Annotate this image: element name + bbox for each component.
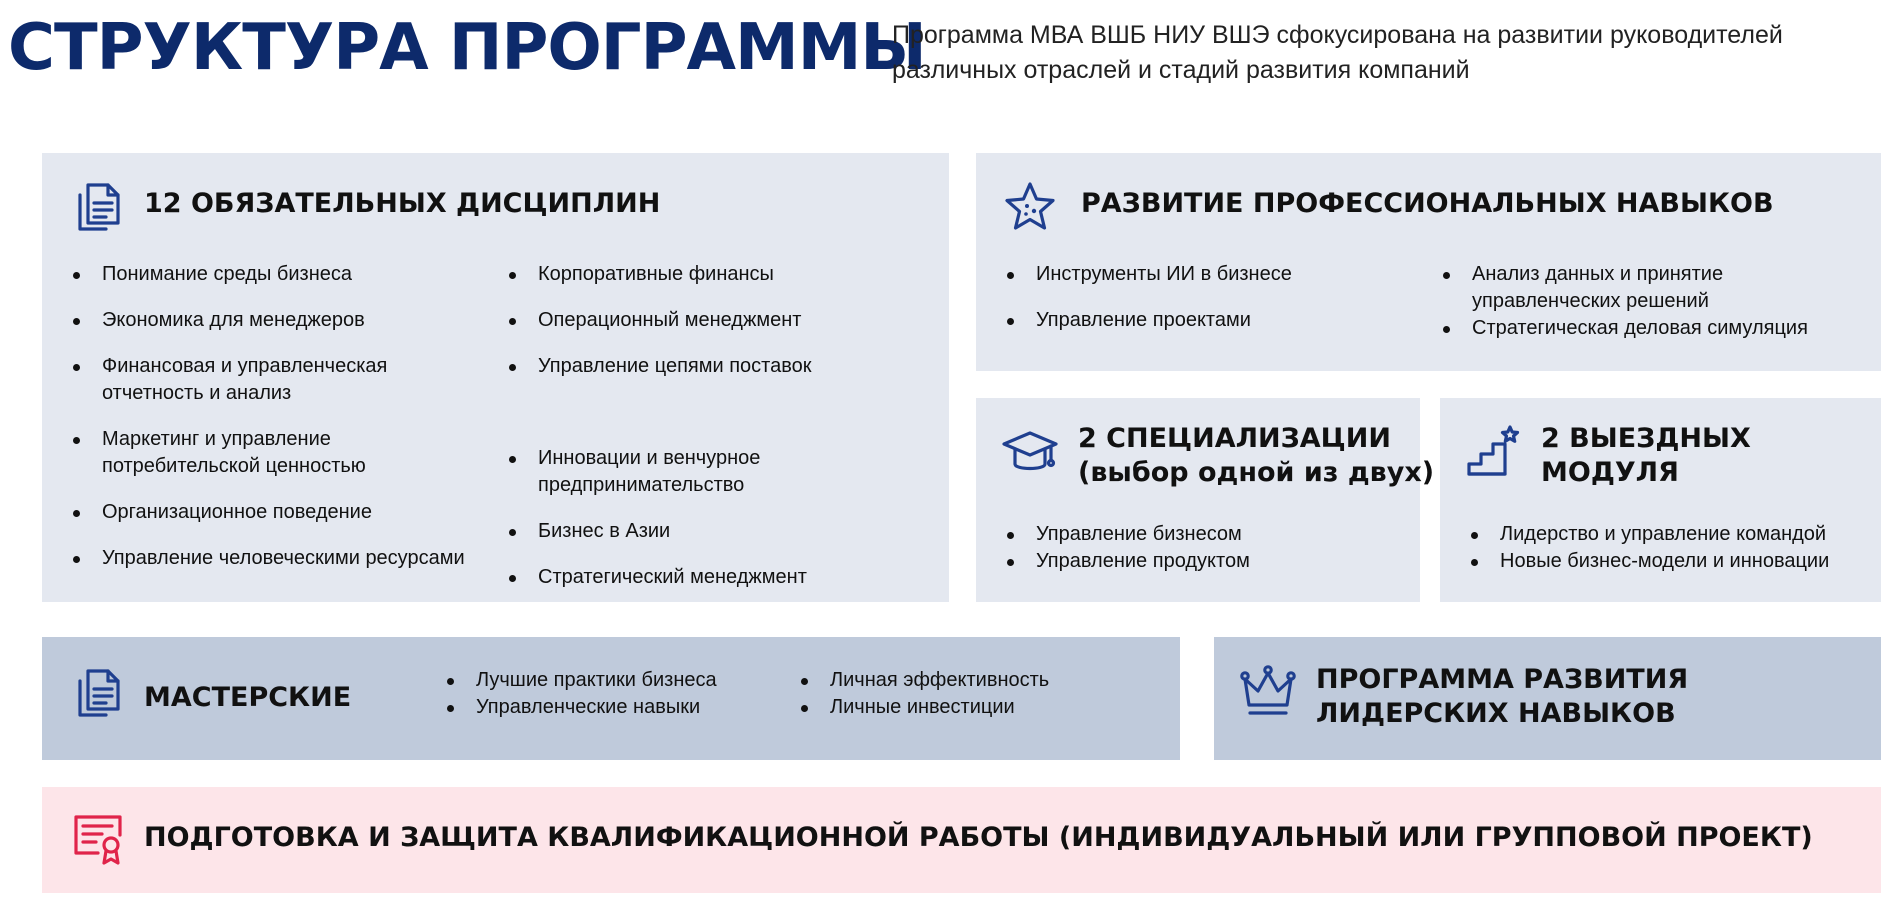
leadership-title: ПРОГРАММА РАЗВИТИЯ ЛИДЕРСКИХ НАВЫКОВ xyxy=(1316,664,1689,729)
list-item: Корпоративные финансы xyxy=(508,261,928,288)
list-item: Инструменты ИИ в бизнесе xyxy=(1006,261,1406,288)
list-item: Управление продуктом xyxy=(1006,548,1406,575)
specializations-list xyxy=(1006,521,1406,575)
list-item: Финансовая и управленческая отчетность и анализ xyxy=(72,353,412,407)
list-item: Организационное поведение xyxy=(72,499,472,526)
core-disciplines-list-left xyxy=(72,261,472,591)
workshops-title: МАСТЕРСКИЕ xyxy=(144,682,352,713)
list-item: Операционный менеджмент xyxy=(508,307,928,334)
professional-skills-title: РАЗВИТИЕ ПРОФЕССИОНАЛЬНЫХ НАВЫКОВ xyxy=(1081,188,1774,219)
professional-skills-list-left xyxy=(1006,261,1406,353)
list-item: Маркетинг и управление потребительской ценностью xyxy=(72,426,412,480)
professional-skills-card xyxy=(976,153,1881,371)
list-item: Понимание среды бизнеса xyxy=(72,261,472,288)
document-icon xyxy=(70,179,126,235)
field-modules-card xyxy=(1440,398,1881,602)
list-item: Бизнес в Азии xyxy=(508,518,928,545)
list-item: Управление бизнесом xyxy=(1006,521,1406,548)
list-item: Управление цепями поставок xyxy=(508,353,928,380)
specializations-title: 2 СПЕЦИАЛИЗАЦИИ (выбор одной из двух) xyxy=(1078,423,1435,488)
list-item: Управление проектами xyxy=(1006,307,1406,334)
field-modules-title: 2 ВЫЕЗДНЫХ МОДУЛЯ xyxy=(1541,423,1751,488)
stairs-star-icon xyxy=(1466,424,1522,480)
list-item: Лидерство и управление командой xyxy=(1470,521,1870,548)
page-title: СТРУКТУРА ПРОГРАММЫ xyxy=(8,11,926,85)
list-item: Личная эффективность xyxy=(800,667,1130,694)
list-item: Анализ данных и принятие управленческих решений xyxy=(1442,261,1772,315)
list-item: Новые бизнес-модели и инновации xyxy=(1470,548,1870,575)
thesis-card xyxy=(42,787,1881,893)
crown-icon xyxy=(1240,663,1296,719)
list-item: Управленческие навыки xyxy=(446,694,776,721)
core-disciplines-list-right xyxy=(508,261,928,610)
core-disciplines-card xyxy=(42,153,949,602)
certificate-icon xyxy=(70,811,126,867)
workshops-card xyxy=(42,637,1180,760)
core-disciplines-title: 12 ОБЯЗАТЕЛЬНЫХ ДИСЦИПЛИН xyxy=(144,188,661,219)
graduation-cap-icon xyxy=(1002,424,1058,480)
list-item: Личные инвестиции xyxy=(800,694,1130,721)
thesis-title: ПОДГОТОВКА И ЗАЩИТА КВАЛИФИКАЦИОННОЙ РАБОТЫ (ИНДИВИДУАЛЬНЫЙ ИЛИ ГРУППОВОЙ ПРОЕКТ) xyxy=(144,822,1813,853)
list-item: Лучшие практики бизнеса xyxy=(446,667,776,694)
list-item: Стратегический менеджмент xyxy=(508,564,928,591)
list-item: Экономика для менеджеров xyxy=(72,307,472,334)
specializations-card xyxy=(976,398,1435,602)
list-item: Стратегическая деловая симуляция xyxy=(1442,315,1862,342)
professional-skills-list-right xyxy=(1442,261,1862,342)
workshops-list-right xyxy=(800,667,1130,721)
field-modules-list xyxy=(1470,521,1870,575)
intro-text: Программа МВА ВШБ НИУ ВШЭ сфокусирована на развитии руководителей различных отраслей и стадий развития компаний xyxy=(892,21,1783,84)
star-icon xyxy=(1002,179,1058,235)
list-item: Инновации и венчурное предпринимательство xyxy=(508,445,798,499)
workshops-list-left xyxy=(446,667,776,721)
leadership-card xyxy=(1214,637,1881,760)
specializations-subtitle: (выбор одной из двух) xyxy=(1078,457,1435,488)
document-icon xyxy=(70,665,126,721)
list-item: Управление человеческими ресурсами xyxy=(72,545,472,572)
